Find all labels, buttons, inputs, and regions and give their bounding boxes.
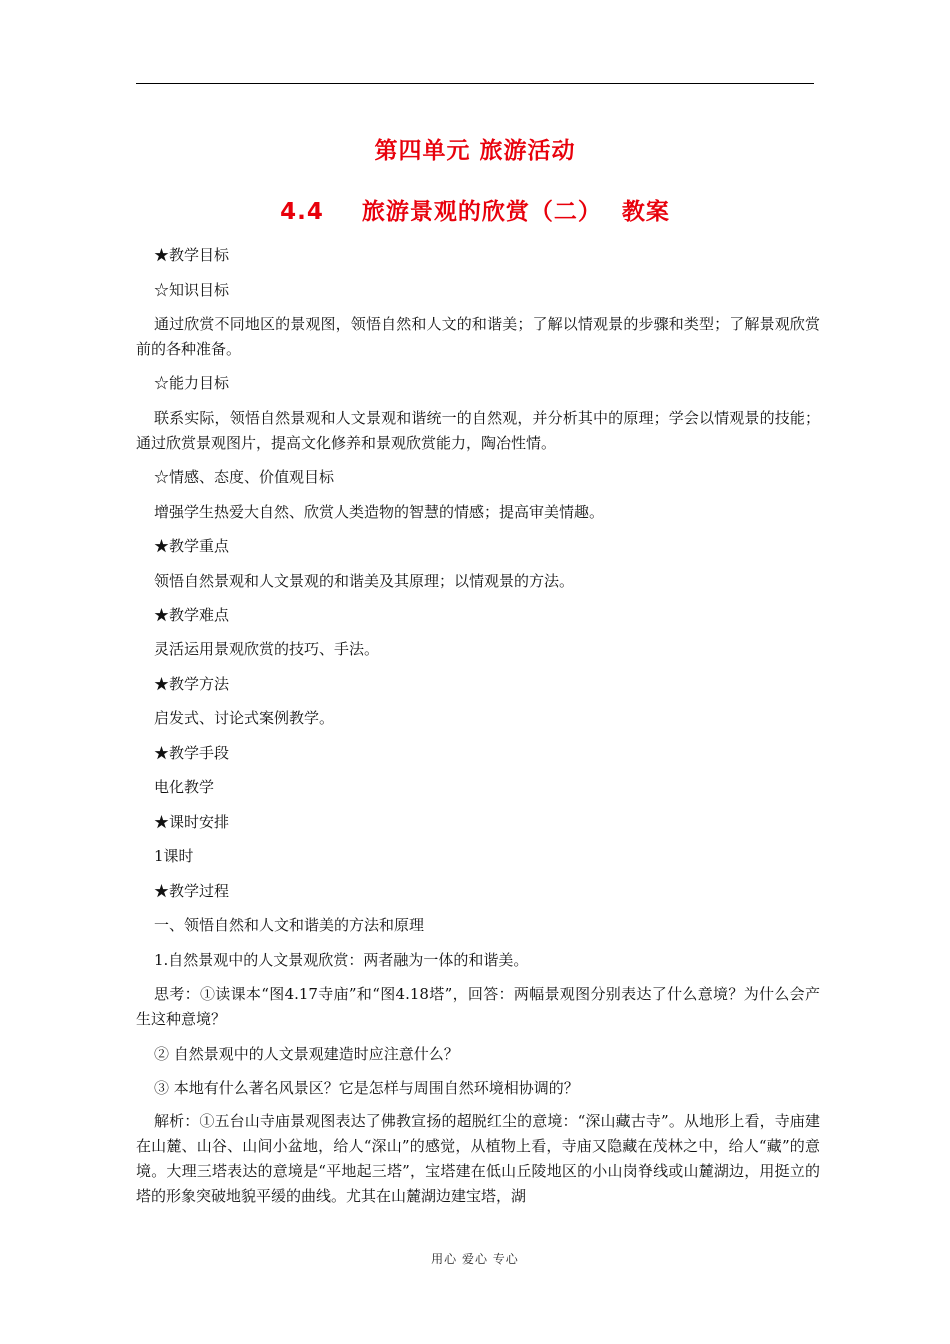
paragraph: 灵活运用景观欣赏的技巧、手法。 (154, 640, 380, 658)
paragraph: 电化教学 (154, 778, 215, 796)
paragraph: 启发式、讨论式案例教学。 (154, 709, 335, 727)
paragraph: ③ 本地有什么著名风景区？它是怎样与周围自然环境相协调的？ (154, 1079, 579, 1097)
section-heading: ★教学方法 (154, 675, 230, 693)
lesson-name: 旅游景观的欣赏（二） (361, 199, 602, 225)
subsection-heading: ☆知识目标 (154, 281, 230, 299)
unit-title: 第四单元 旅游活动 (374, 138, 576, 164)
section-heading: ★教学过程 (154, 882, 230, 900)
paragraph: 思考：①读课本“图4.17寺庙”和“图4.18塔”，回答：两幅景观图分别表达了什么意境？为什么会产生这种意境？ (136, 985, 820, 1028)
lesson-number: 4.4 (280, 199, 324, 225)
paragraph: 1.自然景观中的人文景观欣赏：两者融为一体的和谐美。 (154, 951, 529, 969)
section-heading: ★教学重点 (154, 537, 230, 555)
lesson-title (0, 193, 950, 226)
subsection-heading: ☆能力目标 (154, 374, 230, 392)
section-heading: ★教学手段 (154, 744, 230, 762)
paragraph: 1课时 (154, 847, 194, 865)
section-heading: ★课时安排 (154, 813, 230, 831)
section-heading: ★教学难点 (154, 606, 230, 624)
paragraph: 领悟自然景观和人文景观的和谐美及其原理；以情观景的方法。 (154, 572, 575, 590)
paragraph: 一、领悟自然和人文和谐美的方法和原理 (154, 916, 425, 934)
page-footer: 用心 爱心 专心 (431, 1252, 519, 1266)
paragraph: 增强学生热爱大自然、欣赏人类造物的智慧的情感；提高审美情趣。 (154, 503, 605, 521)
paragraph: 联系实际，领悟自然景观和人文景观和谐统一的自然观，并分析其中的原理；学会以情观景的技能；通过欣赏景观图片，提高文化修养和景观欣赏能力，陶冶性情。 (136, 409, 820, 452)
section-heading: ★教学目标 (154, 246, 230, 264)
paragraph: 通过欣赏不同地区的景观图，领悟自然和人文的和谐美；了解以情观景的步骤和类型；了解景观欣赏前的各种准备。 (136, 315, 820, 358)
paragraph: ② 自然景观中的人文景观建造时应注意什么？ (154, 1045, 459, 1063)
paragraph: 解析：①五台山寺庙景观图表达了佛教宣扬的超脱红尘的意境：“深山藏古寺”。从地形上看，寺庙建在山麓、山谷、山间小盆地，给人“深山”的感觉，从植物上看，寺庙又隐藏在茂林之中，给人“藏”的意境。大理三塔表达的意境是“平地起三塔”，宝塔建在低山丘陵地区的小山岗脊线或山麓湖边，用挺立的塔的形象突破地貌平缓的曲线。尤其在山麓湖边建宝塔，湖 (136, 1112, 820, 1205)
subsection-heading: ☆情感、态度、价值观目标 (154, 468, 335, 486)
lesson-suffix: 教案 (621, 199, 670, 225)
header-rule (136, 83, 814, 84)
